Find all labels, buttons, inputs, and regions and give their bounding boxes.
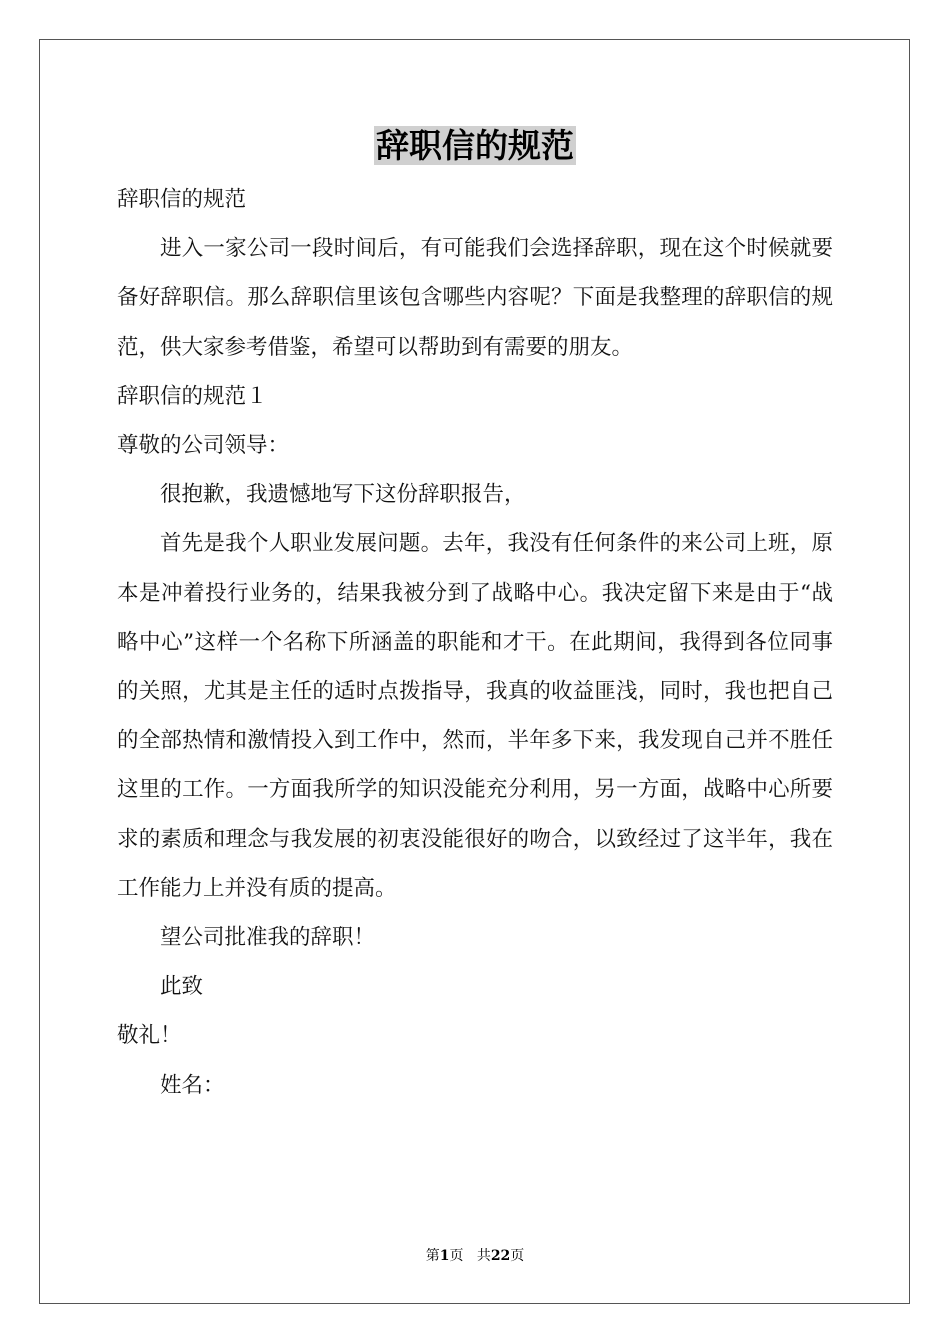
total-prefix: 共 <box>476 1248 491 1264</box>
page-number: 1 <box>439 1248 450 1264</box>
apology-paragraph: 很抱歉，我遗憾地写下这份辞职报告， <box>160 482 526 508</box>
signature-name-line: 姓名： <box>160 1072 225 1098</box>
request-paragraph: 望公司批准我的辞职！ <box>160 925 376 951</box>
document-title <box>0 124 950 168</box>
total-pages: 22 <box>490 1248 511 1264</box>
intro-paragraph: 进入一家公司一段时间后，有可能我们会选择辞职，现在这个时候就要备好辞职信。那么辞职信里该包含哪些内容呢？下面是我整理的辞职信的规范，供大家参考借鉴，希望可以帮助到有需要的朋友。 <box>117 236 833 360</box>
page-footer <box>0 1245 950 1265</box>
reason-paragraph: 首先是我个人职业发展问题。去年，我没有任何条件的来公司上班，原本是冲着投行业务的，结果我被分到了战略中心。我决定留下来是由于“战略中心”这样一个名称下所涵盖的职能和才干。在此期间，我得到各位同事的关照，尤其是主任的适时点拨指导，我真的收益匪浅，同时，我也把自己的全部热情和激情投入到工作中，然而，半年多下来，我发现自己并不胜任这里的工作。一方面我所学的知识没能充分利用，另一方面，战略中心所要求的素质和理念与我发展的初衷没能很好的吻合，以致经过了这半年，我在工作能力上并没有质的提高。 <box>117 531 833 901</box>
salutation: 尊敬的公司领导： <box>117 433 290 459</box>
page-suffix: 页 <box>449 1248 464 1264</box>
closing-line: 此致 <box>160 974 204 1000</box>
section-heading: 辞职信的规范１ <box>117 383 268 409</box>
regards-line: 敬礼！ <box>117 1023 182 1049</box>
document-body <box>117 175 833 1110</box>
document-title-text: 辞职信的规范 <box>376 126 574 165</box>
total-suffix: 页 <box>510 1248 525 1264</box>
subtitle-paragraph: 辞职信的规范 <box>117 187 247 212</box>
page-prefix: 第 <box>425 1248 440 1264</box>
